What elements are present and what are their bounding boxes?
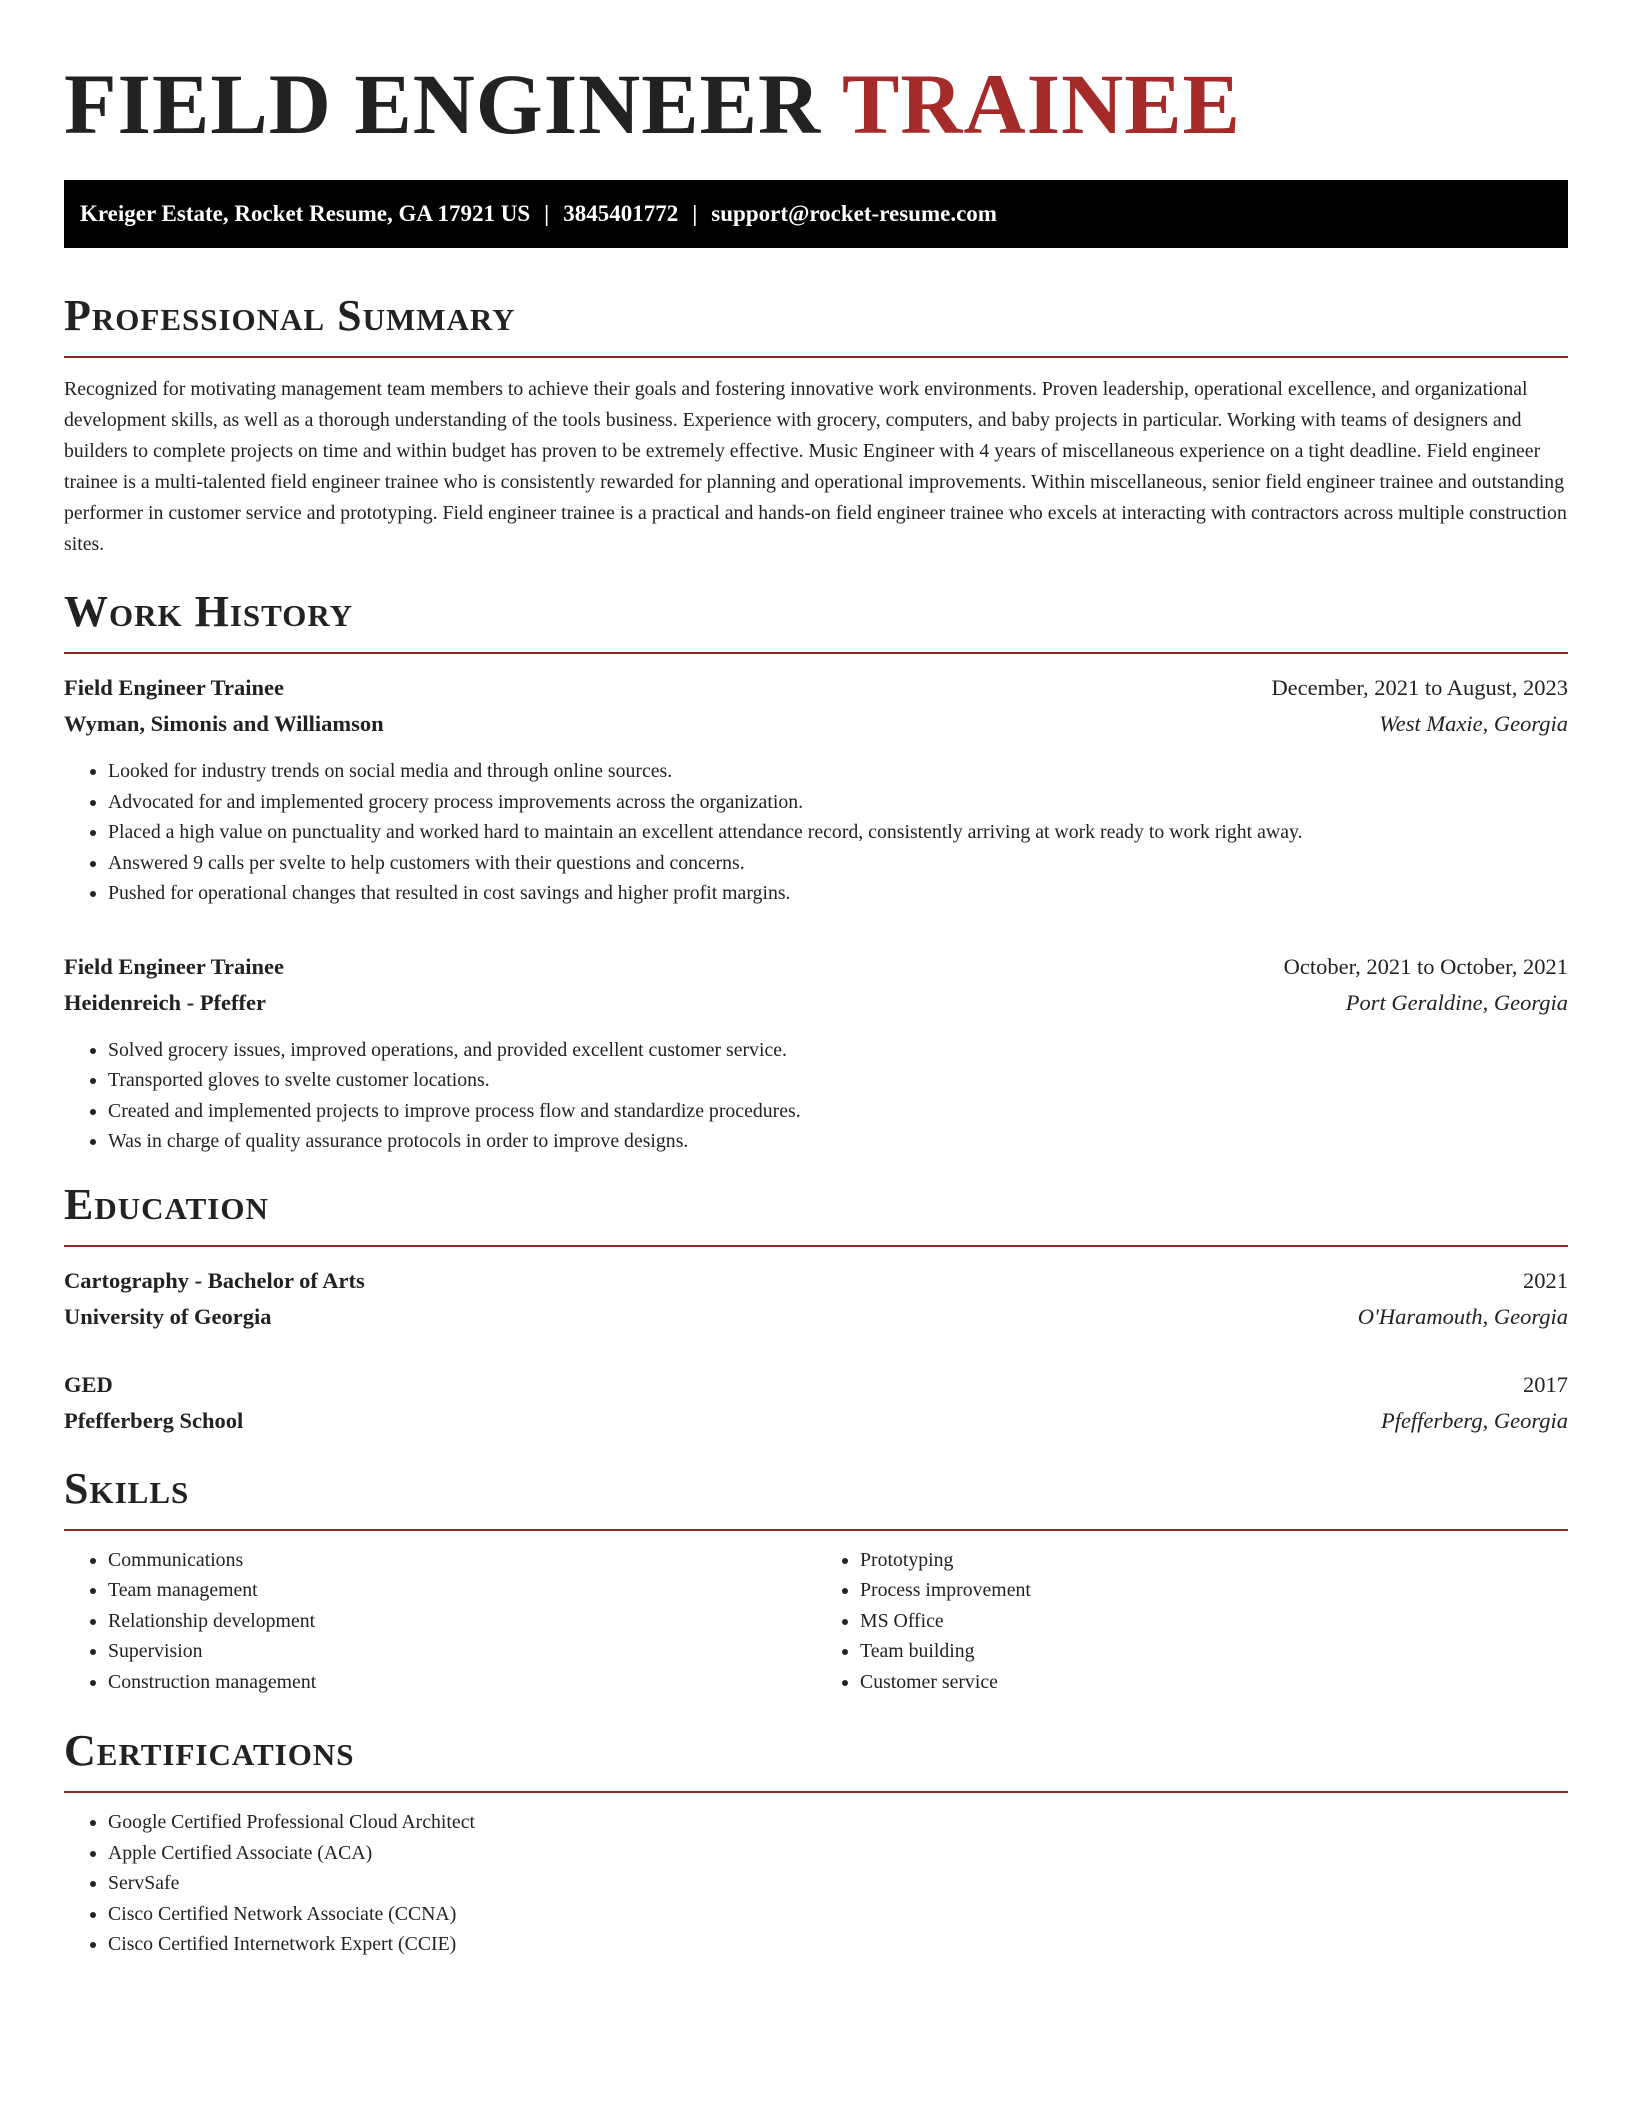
education-heading: Education [64,1179,1568,1247]
certifications-section [64,1725,1568,1960]
education-location: Pfefferberg, Georgia [1380,1407,1568,1433]
skill-item: • Customer service [860,1667,1568,1698]
job-bullet: • Solved grocery issues, improved operations, and provided excellent customer service. [108,1035,1568,1066]
job-header-row [64,949,1568,985]
job-bullet: • Created and implemented projects to improve process flow and standardize procedures. [108,1096,1568,1127]
job-dates: October, 2021 to October, 2021 [1283,953,1568,979]
skill-item: • Communications [108,1545,816,1576]
skill-item: • MS Office [860,1606,1568,1637]
certification-item: • Apple Certified Associate (ACA) [108,1838,1568,1869]
skill-item: • Team building [860,1636,1568,1667]
education-degree-row [64,1263,1568,1299]
job-bullet: • Answered 9 calls per svelte to help customers with their questions and concerns. [108,848,1568,879]
skills-section [64,1463,1568,1698]
skill-item: • Prototyping [860,1545,1568,1576]
job-role: Field Engineer Trainee [64,953,284,979]
skills-column-1 [64,1545,816,1698]
certification-item: • Google Certified Professional Cloud Architect [108,1807,1568,1838]
job-company: Wyman, Simonis and Williamson [64,711,384,736]
job-bullets [64,1035,1568,1157]
skills-column-2 [816,1545,1568,1698]
contact-phone: 3845401772 [563,201,679,226]
education-school: University of Georgia [64,1303,272,1329]
contact-separator: | [692,201,698,226]
education-school-row [64,1299,1568,1335]
name-first: FIELD ENGINEER [64,56,822,152]
skill-item: • Supervision [108,1636,816,1667]
contact-bar [64,180,1568,248]
job-bullet: • Advocated for and implemented grocery process improvements across the organization. [108,787,1568,818]
job-location: West Maxie, Georgia [1379,711,1568,736]
job-bullet: • Transported gloves to svelte customer locations. [108,1065,1568,1096]
skills-heading: Skills [64,1463,1568,1531]
certifications-list [64,1807,1568,1960]
job-company-row [64,706,1568,742]
summary-section [64,290,1568,560]
job-bullet: • Placed a high value on punctuality and worked hard to maintain an excellent attendance record, consistently arriving at work ready to work right away. [108,817,1568,848]
summary-text: Recognized for motivating management team members to achieve their goals and fostering innovative work environments. Proven leadership, operational excellence, and organizational development skills, as well as a thorough understanding of the tools business. Experience with grocery, computers, and baby projects in particular. Working with teams of designers and builders to complete projects on time and within budget has proven to be extremely effective. Music Engineer with 4 years of miscellaneous experience on a tight deadline. Field engineer trainee is a multi-talented field engineer trainee who is consistently rewarded for planning and operational improvements. Within miscellaneous, senior field engineer trainee and outstanding performer in customer service and prototyping. Field engineer trainee is a practical and hands-on field engineer trainee who excels at interacting with contractors across multiple construction sites. [64,378,1567,555]
job-entry [64,949,1568,1157]
education-degree-row [64,1367,1568,1403]
education-entry [64,1263,1568,1335]
education-entry [64,1367,1568,1439]
job-bullet: • Looked for industry trends on social media and through online sources. [108,756,1568,787]
job-bullet: • Pushed for operational changes that resulted in cost savings and higher profit margins. [108,878,1568,909]
education-degree: GED [64,1371,113,1397]
certifications-heading: Certifications [64,1725,1568,1793]
contact-address: Kreiger Estate, Rocket Resume, GA 17921 US [80,201,531,226]
education-school: Pfefferberg School [64,1407,244,1433]
education-year: 2017 [1523,1371,1568,1397]
resume-name [64,0,1568,150]
job-company-row [64,985,1568,1021]
name-last: TRAINEE [842,56,1241,152]
contact-email: support@rocket-resume.com [711,201,997,226]
education-year: 2021 [1523,1267,1568,1293]
job-header-row [64,670,1568,706]
skill-item: • Process improvement [860,1575,1568,1606]
skill-item: • Construction management [108,1667,816,1698]
education-school-row [64,1403,1568,1439]
job-entry [64,670,1568,909]
skills-grid [64,1545,1568,1698]
job-role: Field Engineer Trainee [64,675,284,700]
work-section [64,586,1568,1157]
work-heading: Work History [64,586,1568,654]
summary-heading: Professional Summary [64,290,1568,358]
certification-item: • Cisco Certified Network Associate (CCNA) [108,1899,1568,1930]
contact-separator: | [544,201,550,226]
education-location: O'Haramouth, Georgia [1357,1303,1568,1329]
education-degree: Cartography - Bachelor of Arts [64,1267,365,1293]
education-section [64,1179,1568,1439]
job-bullets [64,756,1568,909]
job-dates: December, 2021 to August, 2023 [1271,675,1568,700]
job-location: Port Geraldine, Georgia [1345,989,1568,1015]
skill-item: • Relationship development [108,1606,816,1637]
certification-item: • ServSafe [108,1868,1568,1899]
job-bullet: • Was in charge of quality assurance protocols in order to improve designs. [108,1126,1568,1157]
skill-item: • Team management [108,1575,816,1606]
certification-item: • Cisco Certified Internetwork Expert (CCIE) [108,1929,1568,1960]
job-company: Heidenreich - Pfeffer [64,989,266,1015]
